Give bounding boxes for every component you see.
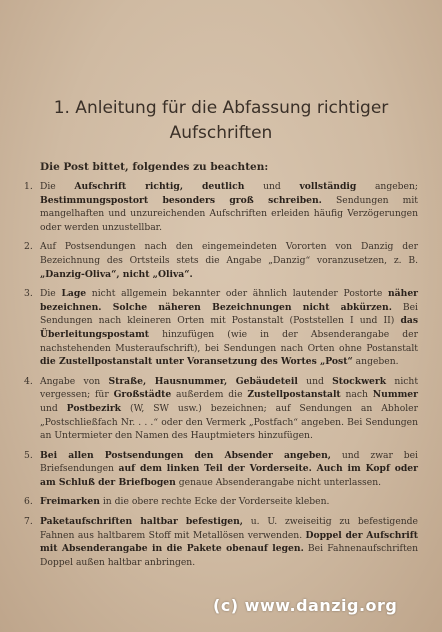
item-number: 2. bbox=[24, 241, 33, 253]
page-title-line1: 1. Anleitung für die Abfassung richtiger bbox=[53, 98, 389, 118]
instruction-item bbox=[24, 449, 418, 490]
item-text: Die Aufschrift richtig, deutlich und vollständig angeben; Bestimmungspostort besonders groß schreiben. Sendungen mit mangelhaften und unzureichenden Aufschriften erleiden häufig Verzögerungen oder werden unzustellbar. bbox=[40, 181, 418, 233]
instruction-item bbox=[24, 495, 418, 509]
instruction-item bbox=[24, 180, 418, 234]
item-number: 1. bbox=[24, 181, 33, 192]
page-title-line2: Aufschriften bbox=[169, 123, 273, 143]
instruction-item bbox=[24, 240, 418, 281]
item-number: 3. bbox=[24, 288, 33, 300]
instruction-item bbox=[24, 515, 418, 569]
item-text: Paketaufschriften haltbar befestigen, u. U. zweiseitig zu befestigende Fahnen aus haltbarem Stoff mit Metallösen verwenden. Doppel der Aufschrift mit Absenderangabe in die Pakete obenauf legen. Bei Fahnenaufschriften Doppel außen haltbar anbringen. bbox=[40, 516, 418, 568]
item-text: Bei allen Postsendungen den Absender angeben, und zwar bei Briefsendungen auf dem linken Teil der Vorderseite. Auch im Kopf oder am Schluß der Briefbogen genaue Absenderangabe nicht unterlassen. bbox=[40, 449, 418, 488]
item-text: Auf Postsendungen nach den eingemeindeten Vororten von Danzig der Bezeichnung des Ortsteils stets die Angabe „Danzig“ voranzusetzen, z. B. „Danzig-Oliva“, nicht „Oliva“. bbox=[40, 241, 418, 280]
item-number: 6. bbox=[24, 496, 33, 508]
item-text: Freimarken in die obere rechte Ecke der Vorderseite kleben. bbox=[40, 496, 330, 508]
instruction-list bbox=[24, 180, 418, 575]
item-number: 4. bbox=[24, 375, 33, 387]
item-number: 7. bbox=[24, 516, 33, 528]
item-text: Angabe von Straße, Hausnummer, Gebäudeteil und Stockwerk nicht vergessen; für Großstädte außerdem die Zustellpostanstalt nach Nummer und Postbezirk (W, SW usw.) bezeichnen; auf Sendungen an Abholer „Postschließfach Nr. . . .“ oder den Vermerk „Postfach“ angeben. Bei Sendungen an Untermieter den Namen des Hauptmieters hinzufügen. bbox=[40, 375, 419, 442]
item-number: 5. bbox=[24, 449, 33, 461]
intro-text: Die Post bittet, folgendes zu beachten: bbox=[40, 161, 269, 173]
instruction-item bbox=[24, 375, 418, 443]
item-text: Die Lage nicht allgemein bekannter oder ähnlich lautender Postorte näher bezeichnen. Solche näheren Bezeichnungen nicht abkürzen. Bei Sendungen nach kleineren Orten mit Postanstalt (Poststellen I und II) das Überleitungspostamt hinzufügen (wie in der Absenderangabe der nachstehenden Musteraufschrift), bei Sendungen nach Orten ohne Postanstalt die Zustellpostanstalt unter Voransetzung des Wortes „Post“ angeben. bbox=[40, 288, 418, 368]
watermark: (c) www.danzig.org bbox=[213, 596, 398, 615]
instruction-item bbox=[24, 287, 418, 369]
